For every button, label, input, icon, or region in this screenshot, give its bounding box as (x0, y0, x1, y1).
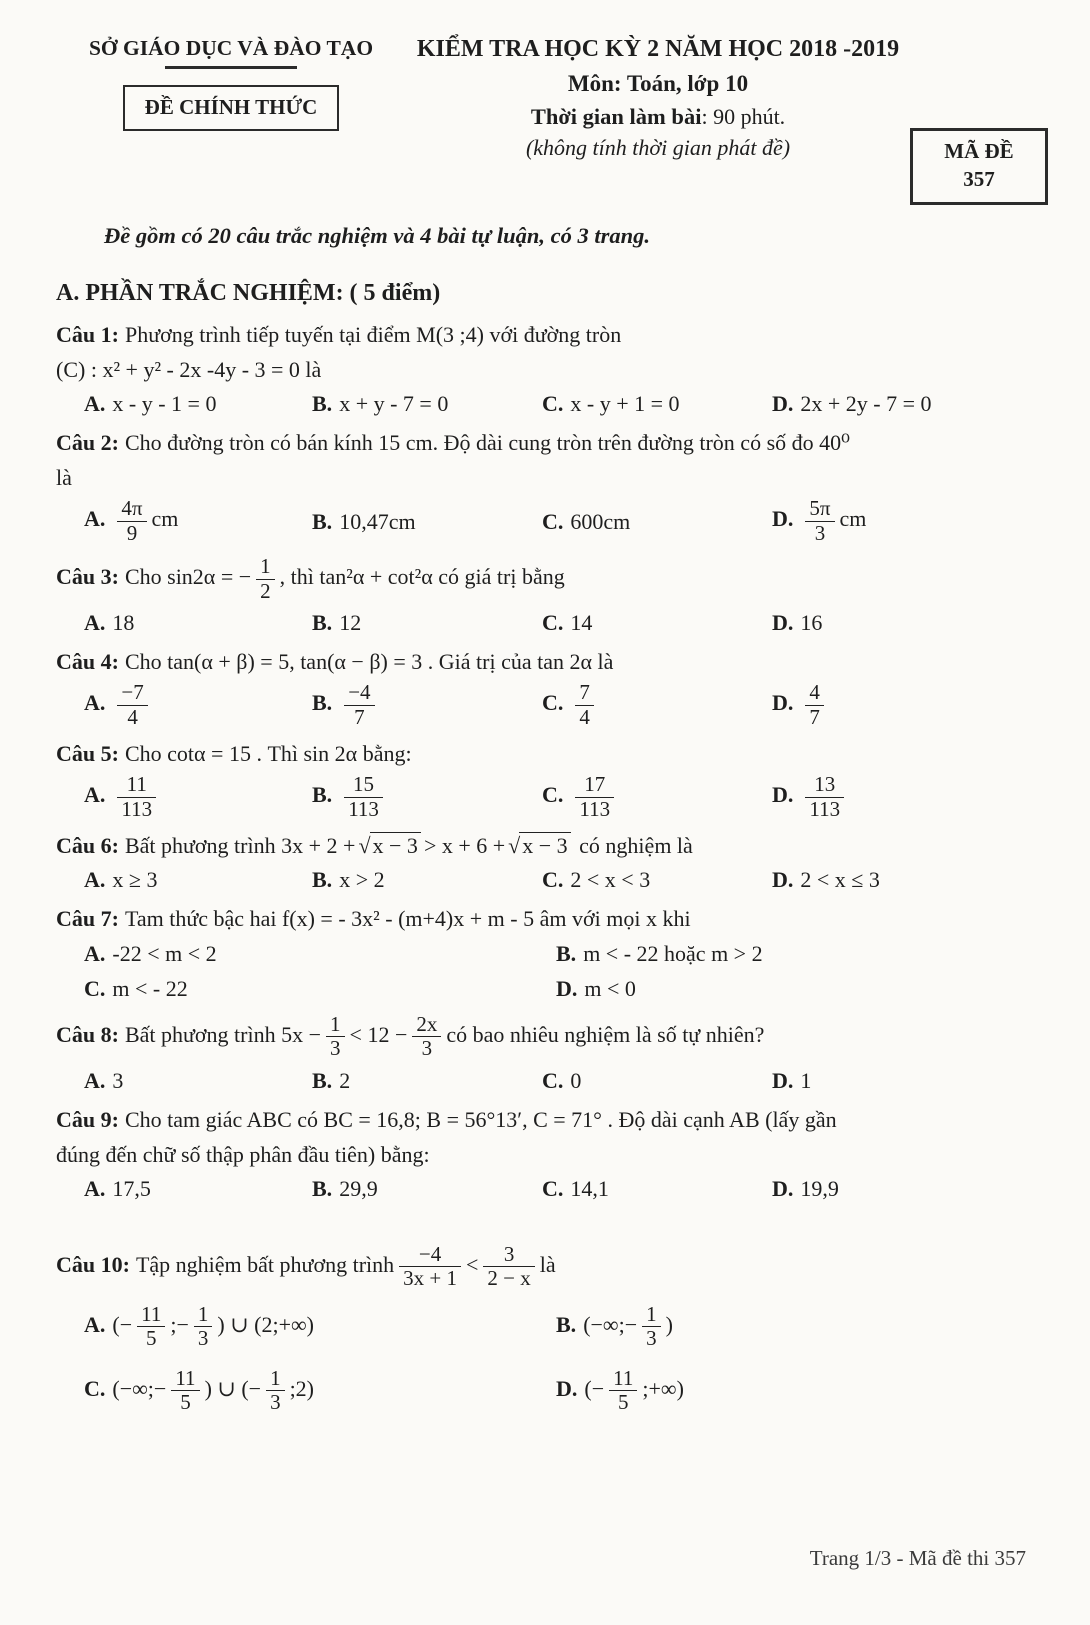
question-3: Câu 3: Cho sin2α = − $\frac{1}{2}$ , thì tan²α + cot²α có giá trị bằng A. 18 B. 12 C. 14 D. 16 (56, 555, 1048, 637)
question-4-label: Câu 4: (56, 649, 119, 675)
fraction: $\frac{3}{2 - x}$ (483, 1243, 534, 1291)
exam-code-box (910, 128, 1048, 205)
question-10-label: Câu 10: (56, 1251, 130, 1277)
fraction: $\frac{11}{5}$ (609, 1367, 637, 1415)
option-b: B. $\frac{15}{113}$ (312, 773, 542, 821)
fraction: $\frac{11}{113}$ (117, 773, 156, 821)
option-c: C. m < - 22 (84, 975, 188, 1001)
page-footer: Trang 1/3 - Mã đề thi 357 (809, 1546, 1026, 1570)
question-9-label: Câu 9: (56, 1106, 119, 1132)
duration-note: (không tính thời gian phát đề) (525, 134, 791, 160)
question-8-label: Câu 8: (56, 1021, 119, 1047)
question-5-text: Cho cotα = 15 . Thì sin 2α bằng: (124, 741, 412, 767)
question-1-label: Câu 1: (56, 322, 119, 348)
option-d: D. 19,9 (772, 1175, 839, 1201)
question-2-options (56, 497, 1048, 545)
option-b: B. 10,47cm (312, 508, 416, 534)
option-a: A. (− $\frac{11}{5}$ ;− $\frac{1}{3}$ ) ∪ (2;+∞) (84, 1301, 315, 1351)
question-6-label: Câu 6: (56, 833, 119, 859)
exam-subject: Môn: Toán, lớp 10 (567, 70, 749, 96)
question-7 (56, 904, 1048, 1002)
question-6-options (56, 865, 1048, 894)
department-title: SỞ GIÁO DỤC VÀ ĐÀO TẠO (88, 36, 374, 60)
question-1-equation: (C) : x² + y² - 2x -4y - 3 = 0 là (56, 357, 322, 383)
sqrt-expression: √ x − 3 (508, 833, 571, 858)
question-1 (56, 320, 1048, 418)
option-d: D. 2x + 2y - 7 = 0 (772, 391, 932, 417)
question-2-label: Câu 2: (56, 430, 119, 456)
option-a: A. -22 < m < 2 (84, 940, 217, 966)
department-underline (165, 66, 297, 69)
option-c: C. 14 (542, 610, 593, 636)
question-4-text: Cho tan(α + β) = 5, tan(α − β) = 3 . Giá trị của tan 2α là (124, 649, 614, 675)
exam-header (56, 34, 1048, 205)
question-4 (56, 647, 1048, 729)
option-a: A. $\frac{11}{113}$ (84, 773, 312, 821)
fraction: $\frac{1}{3}$ (326, 1013, 345, 1061)
option-d: D. 1 (772, 1067, 812, 1093)
question-7-text: Tam thức bậc hai f(x) = - 3x² - (m+4)x + m - 5 âm với mọi x khi (124, 906, 691, 932)
question-7-options (56, 939, 1048, 1003)
question-9-text: Cho tam giác ABC có BC = 16,8; B = 56°13′, C = 71° . Độ dài cạnh AB (lấy gần (124, 1106, 837, 1132)
option-a: A. $\frac{-7}{4}$ (84, 681, 312, 729)
exam-intro: Đề gồm có 20 câu trắc nghiệm và 4 bài tự luận, có 3 trang. (104, 222, 650, 248)
fraction: $\frac{1}{3}$ (194, 1303, 213, 1351)
fraction: $\frac{4}{7}$ (805, 681, 824, 729)
option-b: B. x + y - 7 = 0 (312, 391, 449, 417)
option-d: D. $\frac{4}{7}$ (772, 681, 1048, 729)
header-left (56, 34, 406, 131)
question-1-options (56, 389, 1048, 418)
duration-label: Thời gian làm bài (530, 104, 702, 130)
question-10-text: Tập nghiệm bất phương trình (135, 1251, 395, 1277)
question-2 (56, 428, 1048, 545)
question-10-options (56, 1303, 1048, 1415)
question-5-options (56, 773, 1048, 821)
option-b: B. 2 (312, 1067, 351, 1093)
question-7-label: Câu 7: (56, 906, 119, 932)
official-exam-box: ĐỀ CHÍNH THỨC (123, 85, 340, 131)
option-b: B. $\frac{-4}{7}$ (312, 681, 542, 729)
fraction: $\frac{11}{5}$ (137, 1303, 165, 1351)
question-8: Câu 8: Bất phương trình 5x − $\frac{1}{3}$ < 12 − $\frac{2x}{3}$ có bao nhiêu nghiệm là số tự nhiên? A. 3 B. 2 C. 0 D. 1 (56, 1013, 1048, 1095)
option-c: C. 0 (542, 1067, 582, 1093)
option-b: B. 12 (312, 610, 362, 636)
fraction: $\frac{1}{2}$ (256, 555, 275, 603)
option-c: C. 2 < x < 3 (542, 867, 651, 893)
option-d: D. $\frac{5\pi}{3}$ cm (772, 496, 867, 545)
option-d: D. 16 (772, 610, 823, 636)
question-3-text: Cho sin2α = − (124, 564, 252, 590)
option-a: A. 17,5 (84, 1175, 151, 1201)
question-9-text-cont: đúng đến chữ số thập phân đầu tiên) bằng: (56, 1141, 430, 1167)
option-c: C. $\frac{7}{4}$ (542, 681, 772, 729)
option-a: A. $\frac{4\pi}{9}$ cm (84, 496, 179, 545)
fraction: $\frac{-4}{3x + 1}$ (399, 1243, 461, 1291)
exam-code-label: MÃ ĐỀ (944, 139, 1014, 163)
fraction: $\frac{15}{113}$ (344, 773, 383, 821)
option-a: A. x ≥ 3 (84, 867, 158, 893)
question-3-options (56, 608, 1048, 637)
option-d: D. 2 < x ≤ 3 (772, 867, 880, 893)
option-d: D. (− $\frac{11}{5}$ ;+∞) (556, 1365, 684, 1415)
question-2-text: Cho đường tròn có bán kính 15 cm. Độ dài cung tròn trên đường tròn có số đo 40⁰ (124, 430, 850, 456)
option-b: B. m < - 22 hoặc m > 2 (556, 940, 763, 966)
question-10: Câu 10: Tập nghiệm bất phương trình $\frac{-4}{3x + 1}$ < $\frac{3}{2 - x}$ là A. (− $\frac{11}{5}$ ;− $\frac{1}{3}$ ) ∪ (2;+∞) B. (−∞;− $\frac{1}{3}$ ) C. (−∞;− $\frac{11}{5}$ ) ∪ (− $\frac{1}{3}$ ;2) D. (− $\frac{11}{5}$ ;+∞) (56, 1243, 1048, 1415)
option-b: B. (−∞;− $\frac{1}{3}$ ) (556, 1301, 673, 1351)
question-6-text: Bất phương trình 3x + 2 + (124, 833, 356, 859)
question-8-options (56, 1066, 1048, 1095)
question-2-text-cont: là (56, 465, 72, 491)
option-c: C. x - y + 1 = 0 (542, 391, 680, 417)
question-5 (56, 739, 1048, 821)
fraction: $\frac{2x}{3}$ (412, 1013, 441, 1061)
option-d: D. $\frac{13}{113}$ (772, 773, 1048, 821)
option-c: C. 600cm (542, 508, 631, 534)
question-8-text: Bất phương trình 5x − (124, 1021, 322, 1047)
option-a: A. x - y - 1 = 0 (84, 391, 217, 417)
question-6: Câu 6: Bất phương trình 3x + 2 + √ x − 3 > x + 6 + √ x − 3 có nghiệm là A. x ≥ 3 B. x > 2 C. 2 < x < 3 D. 2 < x ≤ 3 (56, 831, 1048, 894)
fraction: $\frac{-4}{7}$ (344, 681, 374, 729)
fraction: $\frac{17}{113}$ (575, 773, 614, 821)
fraction: $\frac{1}{3}$ (642, 1303, 661, 1351)
question-9-options (56, 1174, 1048, 1203)
option-b: B. x > 2 (312, 867, 385, 893)
fraction: $\frac{11}{5}$ (171, 1367, 199, 1415)
exam-code-value: 357 (963, 167, 995, 192)
section-a-title: A. PHẦN TRẮC NGHIỆM: ( 5 điểm) (56, 280, 441, 307)
question-3-label: Câu 3: (56, 564, 119, 590)
fraction: $\frac{1}{3}$ (266, 1367, 285, 1415)
fraction: $\frac{4\pi}{9}$ (117, 497, 146, 545)
fraction: $\frac{-7}{4}$ (117, 681, 147, 729)
exam-duration (406, 102, 910, 132)
option-c: C. 14,1 (542, 1175, 609, 1201)
question-1-text: Phương trình tiếp tuyến tại điểm M(3 ;4) với đường tròn (124, 322, 622, 348)
question-9 (56, 1105, 1048, 1203)
sqrt-expression: √ x − 3 (358, 833, 421, 858)
option-a: A. 3 (84, 1067, 124, 1093)
fraction: $\frac{7}{4}$ (575, 681, 594, 729)
duration-value: : 90 phút. (701, 104, 786, 130)
question-5-label: Câu 5: (56, 741, 119, 767)
fraction: $\frac{13}{113}$ (805, 773, 844, 821)
option-a: A. 18 (84, 610, 135, 636)
option-b: B. 29,9 (312, 1175, 378, 1201)
header-center (406, 34, 910, 162)
exam-title: KIỂM TRA HỌC KỲ 2 NĂM HỌC 2018 -2019 (416, 36, 900, 62)
option-d: D. m < 0 (556, 975, 636, 1001)
option-c: C. (−∞;− $\frac{11}{5}$ ) ∪ (− $\frac{1}{3}$ ;2) (84, 1365, 315, 1415)
option-c: C. $\frac{17}{113}$ (542, 773, 772, 821)
fraction: $\frac{5\pi}{3}$ (805, 497, 834, 545)
question-4-options (56, 681, 1048, 729)
